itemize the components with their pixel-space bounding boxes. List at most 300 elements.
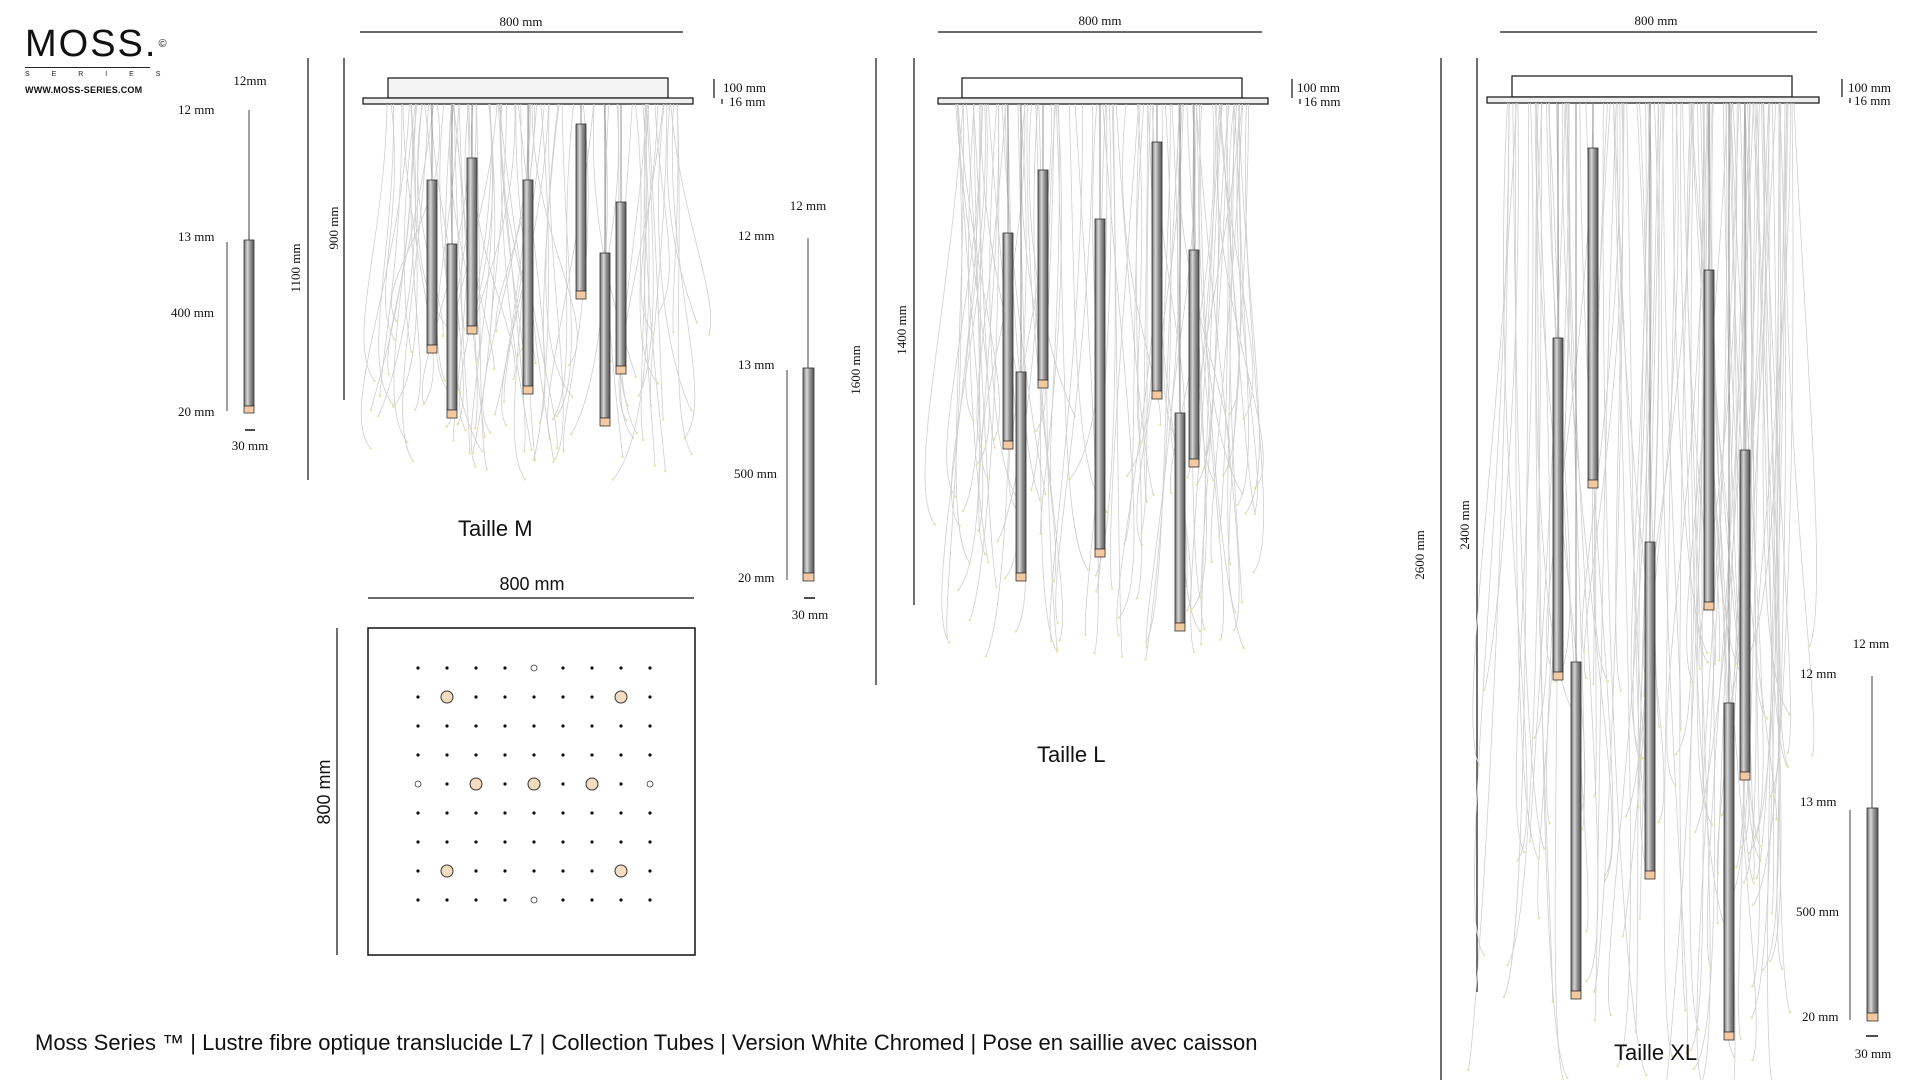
tube-tip: [1152, 391, 1162, 399]
fiber-tip: [393, 338, 395, 340]
fiber-strand: [1245, 104, 1263, 572]
fiber-tip: [954, 496, 956, 498]
m-plate: [363, 98, 693, 104]
fiber-tip: [445, 426, 447, 428]
fiber-strand: [1201, 104, 1222, 644]
xl-total-drop-label: 2600 mm: [1412, 530, 1427, 580]
fiber-tip: [1093, 652, 1095, 654]
fiber-tip: [977, 530, 979, 532]
pendant-tube: [447, 244, 457, 410]
fiber-point: [503, 811, 506, 814]
xl-tube-detail: [1850, 676, 1878, 1036]
fiber-strand: [1786, 103, 1814, 755]
fiber-tip: [483, 436, 485, 438]
fiber-strand: [956, 104, 970, 563]
fiber-tip: [636, 432, 638, 434]
fiber-tip: [1769, 795, 1771, 797]
fiber-tip: [370, 409, 372, 411]
fiber-strand: [534, 104, 549, 460]
pendant-tube: [1724, 703, 1734, 1032]
anchor-point: [415, 781, 421, 787]
l-total-drop-label: 1600 mm: [848, 345, 863, 395]
fiber-point: [590, 695, 593, 698]
tube-position: [470, 778, 482, 790]
fiber-tip: [377, 415, 379, 417]
fiber-tip: [414, 409, 416, 411]
fiber-point: [474, 753, 477, 756]
fiber-tip: [523, 450, 525, 452]
fiber-tip: [1639, 758, 1641, 760]
fiber-point: [474, 840, 477, 843]
fiber-tip: [708, 333, 710, 335]
fiber-tip: [1121, 656, 1123, 658]
pendant-tube: [1038, 170, 1048, 380]
fiber-tip: [495, 330, 497, 332]
pendant-tube: [427, 180, 437, 345]
fiber-tip: [652, 333, 654, 335]
fiber-tip: [1769, 960, 1771, 962]
pendant-tube: [1740, 450, 1750, 772]
fiber-tip: [1645, 1074, 1647, 1076]
fiber-tip: [1811, 754, 1813, 756]
fiber-tip: [1787, 766, 1789, 768]
fiber-tip: [1759, 845, 1761, 847]
fiber-tip: [571, 396, 573, 398]
fiber-tip: [512, 378, 514, 380]
fiber-tip: [1766, 717, 1768, 719]
fiber-tip: [1034, 430, 1036, 432]
l-tube-detail: [787, 238, 815, 598]
tube-tip: [1189, 459, 1199, 467]
fiber-tip: [1610, 1014, 1612, 1016]
fiber-tip: [373, 380, 375, 382]
fiber-tip: [969, 619, 971, 621]
fiber-tip: [464, 429, 466, 431]
tube-position: [528, 778, 540, 790]
fiber-tip: [1044, 493, 1046, 495]
fiber-tip: [489, 341, 491, 343]
fiber-tip: [995, 586, 997, 588]
tube-tip: [616, 366, 626, 374]
fiber-tip: [1533, 737, 1535, 739]
fiber-point: [532, 753, 535, 756]
fiber-strand: [1594, 103, 1623, 992]
xl-canopy: [1512, 76, 1792, 97]
fiber-tip: [1203, 628, 1205, 630]
fiber-tip: [690, 453, 692, 455]
fiber-tip: [1030, 489, 1032, 491]
fiber-tip: [642, 439, 644, 441]
fiber-tip: [635, 376, 637, 378]
fiber-tip: [1057, 622, 1059, 624]
fiber-tip: [1581, 828, 1583, 830]
fiber-tip: [489, 432, 491, 434]
fiber-strand: [546, 104, 573, 397]
pendant-tube: [600, 253, 610, 418]
fiber-tip: [1706, 652, 1708, 654]
pendant-tube: [1016, 372, 1026, 573]
fiber-tip: [1775, 818, 1777, 820]
fiber-tip: [505, 424, 507, 426]
fiber-strand: [1141, 104, 1150, 534]
fiber-tip: [556, 415, 558, 417]
tube-tip: [427, 345, 437, 353]
fiber-point: [648, 898, 651, 901]
fiber-tip: [1218, 536, 1220, 538]
fiber-tip: [962, 510, 964, 512]
xl-fibers: [1467, 103, 1816, 1080]
fiber-strand: [364, 104, 387, 381]
fiber-point: [503, 840, 506, 843]
fiber-point: [474, 724, 477, 727]
m-tube-tip: 20 mm: [178, 404, 215, 419]
fiber-tip: [1111, 588, 1113, 590]
l-fiber-drop-label: 1400 mm: [894, 305, 909, 355]
brand-logo: [25, 25, 175, 95]
m-fibers: [361, 104, 710, 481]
fiber-tip: [1186, 609, 1188, 611]
fiber-tip: [1050, 640, 1052, 642]
fiber-tip: [1106, 511, 1108, 513]
xl-plate: [1487, 97, 1819, 103]
anchor-point: [531, 665, 537, 671]
fiber-point: [503, 695, 506, 698]
tube-tip: [1553, 672, 1563, 680]
fiber-tip: [1196, 484, 1198, 486]
fiber-tip: [442, 335, 444, 337]
fiber-tip: [1506, 964, 1508, 966]
pendant-tube: [467, 158, 477, 326]
fiber-point: [503, 898, 506, 901]
m-tube-top-gap: 12mm: [233, 73, 267, 88]
tube-tip: [1588, 480, 1598, 488]
fiber-tip: [972, 419, 974, 421]
fiber-point: [503, 869, 506, 872]
fiber-tip: [993, 447, 995, 449]
fiber-tip: [1254, 513, 1256, 515]
fiber-tip: [1718, 659, 1720, 661]
fiber-tip: [1118, 634, 1120, 636]
fiber-point: [619, 811, 622, 814]
fiber-tip: [997, 540, 999, 542]
fiber-point: [503, 782, 506, 785]
fiber-tip: [412, 460, 414, 462]
m-canopy: [388, 78, 668, 98]
size-l-drawing: [876, 32, 1300, 685]
pendant-tube: [576, 124, 586, 291]
fiber-tip: [1056, 650, 1058, 652]
fiber-tip: [469, 452, 471, 454]
logo-text: MOSS.: [25, 23, 158, 65]
fiber-tip: [463, 329, 465, 331]
tube-tip: [1038, 380, 1048, 388]
fiber-point: [561, 753, 564, 756]
size-xl-drawing: [1441, 32, 1850, 1080]
xl-plate-label: 16 mm: [1854, 93, 1891, 108]
fiber-tip: [474, 427, 476, 429]
fiber-point: [590, 898, 593, 901]
fiber-tip: [1187, 476, 1189, 478]
fiber-strand: [1238, 104, 1249, 505]
fiber-point: [619, 898, 622, 901]
fiber-tip: [1191, 608, 1193, 610]
fiber-point: [445, 811, 448, 814]
l-width-label: 800 mm: [1078, 13, 1122, 28]
fiber-tip: [1243, 647, 1245, 649]
fiber-tip: [1585, 980, 1587, 982]
tube-tip: [1095, 549, 1105, 557]
fiber-tip: [1234, 611, 1236, 613]
size-l-label: Taille L: [1037, 742, 1106, 767]
fiber-tip: [423, 403, 425, 405]
fiber-strand: [1116, 104, 1153, 495]
fiber-tip: [1693, 1068, 1695, 1070]
product-caption: Moss Series ™ | Lustre fibre optique translucide L7 | Collection Tubes | Version White Chromed | Pose en saillie avec caisson: [35, 1030, 1258, 1055]
fiber-tip: [1543, 847, 1545, 849]
fiber-tip: [684, 437, 686, 439]
fiber-tip: [1555, 680, 1557, 682]
fiber-strand: [379, 104, 394, 405]
fiber-strand: [677, 104, 691, 454]
fiber-strand: [977, 104, 1006, 447]
tube-position: [441, 865, 453, 877]
fiber-strand: [1199, 104, 1242, 494]
fiber-tip: [1566, 1077, 1568, 1079]
fiber-tip: [524, 478, 526, 480]
fiber-tip: [1551, 1001, 1553, 1003]
fiber-tip: [987, 561, 989, 563]
fiber-tip: [1084, 634, 1086, 636]
fiber-point: [590, 666, 593, 669]
fiber-tip: [553, 461, 555, 463]
fiber-tip: [1140, 533, 1142, 535]
logo-rule: [25, 67, 150, 68]
fiber-point: [416, 753, 419, 756]
l-tube-collar: 13 mm: [738, 357, 775, 372]
m-width-label: 800 mm: [499, 14, 543, 29]
fiber-strand: [667, 104, 697, 323]
fiber-tip: [1095, 591, 1097, 593]
fiber-point: [416, 869, 419, 872]
fiber-point: [561, 840, 564, 843]
fiber-tip: [625, 419, 627, 421]
fiber-point: [561, 782, 564, 785]
fiber-point: [648, 753, 651, 756]
pendant-tube: [523, 180, 533, 386]
fiber-tip: [494, 413, 496, 415]
fiber-strand: [1229, 104, 1241, 466]
xl-tube-diameter: 30 mm: [1854, 1046, 1892, 1061]
m-total-drop-label: 1100 mm: [288, 243, 303, 293]
fiber-tip: [395, 320, 397, 322]
fiber-tip: [1707, 661, 1709, 663]
fiber-tip: [1658, 725, 1660, 727]
tube-tip: [523, 386, 533, 394]
m-tube-detail: [227, 110, 255, 430]
anchor-point: [647, 781, 653, 787]
tube-tip: [600, 418, 610, 426]
fiber-tip: [957, 589, 959, 591]
fiber-point: [445, 898, 448, 901]
website-url: WWW.MOSS-SERIES.COM: [25, 85, 143, 95]
fiber-tip: [1516, 859, 1518, 861]
fiber-tip: [1058, 639, 1060, 641]
fiber-tip: [1538, 858, 1540, 860]
fiber-tip: [481, 450, 483, 452]
fiber-tip: [472, 452, 474, 454]
fiber-point: [648, 840, 651, 843]
tube-position: [586, 778, 598, 790]
fiber-tip: [1548, 822, 1550, 824]
logo-wordmark: [25, 25, 175, 63]
fiber-tip: [530, 449, 532, 451]
pendant-tube: [1189, 250, 1199, 459]
m-fiber-drop-label: 900 mm: [326, 206, 341, 250]
fiber-tip: [975, 463, 977, 465]
fiber-tip: [1200, 643, 1202, 645]
fiber-tip: [662, 418, 664, 420]
m-plate-label: 16 mm: [729, 94, 766, 109]
fiber-point: [561, 695, 564, 698]
pendant-tube: [1588, 148, 1598, 480]
l-fibers: [925, 104, 1264, 661]
fiber-strand: [1468, 103, 1509, 1070]
fiber-tip: [452, 440, 454, 442]
l-canopy-label: 100 mm: [1297, 80, 1340, 95]
fiber-tip: [1781, 968, 1783, 970]
l-tube-tip: 20 mm: [738, 570, 775, 585]
xl-tube-tip: 20 mm: [1802, 1009, 1839, 1024]
fiber-tip: [1039, 533, 1041, 535]
fiber-point: [561, 898, 564, 901]
fiber-point: [445, 753, 448, 756]
fiber-point: [648, 695, 651, 698]
fiber-strand: [947, 104, 962, 636]
m-canopy-label: 100 mm: [723, 80, 766, 95]
fiber-tip: [1607, 680, 1609, 682]
fiber-point: [474, 898, 477, 901]
fiber-tip: [1753, 837, 1755, 839]
fiber-point: [590, 753, 593, 756]
fiber-tip: [552, 418, 554, 420]
fiber-tip: [1751, 985, 1753, 987]
fiber-strand: [1029, 104, 1075, 416]
fiber-tip: [621, 456, 623, 458]
pendant-tube: [1003, 233, 1013, 441]
fiber-strand: [672, 104, 695, 438]
copyright-icon: ©: [158, 38, 169, 50]
l-canopy: [962, 78, 1242, 98]
m-tube-collar: 13 mm: [178, 229, 215, 244]
fiber-tip: [612, 478, 614, 480]
fiber-strand: [1237, 104, 1258, 511]
xl-fiber-drop-label: 2400 mm: [1457, 500, 1472, 550]
fiber-tip: [1056, 648, 1058, 650]
fiber-tip: [568, 364, 570, 366]
plan-outline: [368, 628, 695, 955]
fiber-tip: [1145, 646, 1147, 648]
fiber-tip: [1740, 1037, 1742, 1039]
fiber-tip: [1787, 752, 1789, 754]
fiber-tip: [1233, 629, 1235, 631]
fiber-tip: [459, 391, 461, 393]
l-plate: [938, 98, 1268, 104]
fiber-strand: [549, 104, 564, 459]
fiber-tip: [1159, 424, 1161, 426]
fiber-strand: [1484, 103, 1518, 690]
plan-width-label: 800 mm: [499, 574, 565, 594]
fiber-point: [416, 666, 419, 669]
xl-width-label: 800 mm: [1634, 13, 1678, 28]
fiber-tip: [1015, 630, 1017, 632]
xl-tube-cap: 12 mm: [1800, 666, 1837, 681]
fiber-tip: [1756, 877, 1758, 879]
fiber-tip: [1594, 1019, 1596, 1021]
fiber-tip: [1219, 639, 1221, 641]
fiber-tip: [1222, 474, 1224, 476]
fiber-point: [416, 724, 419, 727]
fiber-tip: [369, 447, 371, 449]
tube-position: [615, 691, 627, 703]
fiber-strand: [557, 104, 572, 416]
fiber-tip: [556, 447, 558, 449]
fiber-tip: [1252, 571, 1254, 573]
fiber-tip: [993, 439, 995, 441]
fiber-point: [474, 869, 477, 872]
fiber-tip: [1244, 512, 1246, 514]
tube-tip: [1704, 602, 1714, 610]
fiber-tip: [1211, 561, 1213, 563]
fiber-tip: [934, 523, 936, 525]
fiber-tip: [1523, 851, 1525, 853]
size-xl-label: Taille XL: [1614, 1040, 1698, 1065]
tube-tip: [1016, 573, 1026, 581]
pendant-tube: [1175, 413, 1185, 623]
fiber-tip: [457, 423, 459, 425]
fiber-tip: [534, 362, 536, 364]
fiber-tip: [1734, 664, 1736, 666]
fiber-tip: [1675, 753, 1677, 755]
m-tube-cap: 12 mm: [178, 102, 215, 117]
fiber-tip: [1087, 568, 1089, 570]
fiber-point: [648, 869, 651, 872]
fiber-tip: [1053, 580, 1055, 582]
fiber-point: [648, 666, 651, 669]
fiber-tip: [1808, 645, 1810, 647]
fiber-tip: [1639, 918, 1641, 920]
fiber-point: [503, 753, 506, 756]
tube-tip: [1724, 1032, 1734, 1040]
xl-canopy-label: 100 mm: [1848, 80, 1891, 95]
fiber-tip: [638, 395, 640, 397]
tube-tip: [1571, 991, 1581, 999]
fiber-strand: [477, 104, 515, 315]
size-m-label: Taille M: [458, 516, 533, 541]
l-plate-label: 16 mm: [1304, 94, 1341, 109]
fiber-tip: [1699, 668, 1701, 670]
fiber-strand: [1103, 104, 1134, 618]
fiber-tip: [1620, 690, 1622, 692]
fiber-point: [619, 840, 622, 843]
fiber-point: [619, 724, 622, 727]
fiber-tip: [1698, 1028, 1700, 1030]
fiber-tip: [1789, 1011, 1791, 1013]
pendant-tube: [1095, 219, 1105, 549]
fiber-point: [590, 724, 593, 727]
fiber-tip: [1680, 729, 1682, 731]
tube-tip: [467, 326, 477, 334]
fiber-point: [590, 811, 593, 814]
